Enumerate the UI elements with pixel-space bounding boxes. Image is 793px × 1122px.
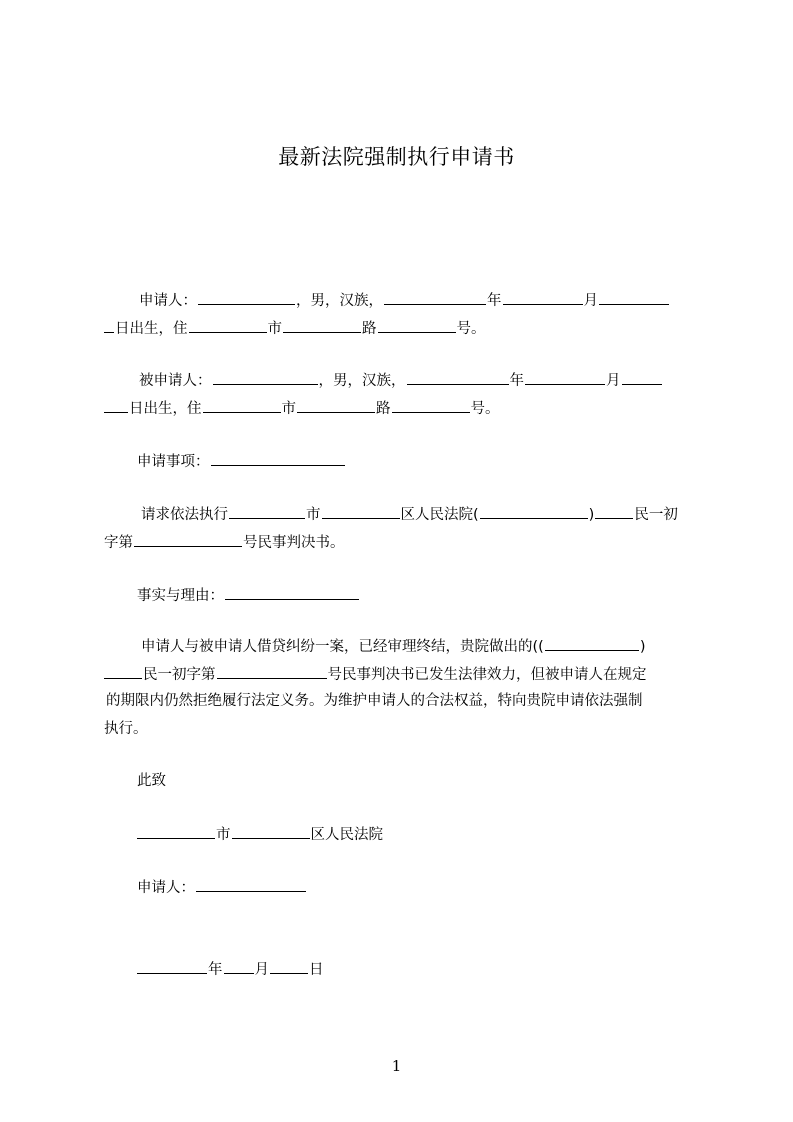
request-case-number-blank[interactable] — [134, 532, 242, 547]
request-city-blank[interactable] — [229, 504, 305, 519]
request-district-blank[interactable] — [322, 504, 400, 519]
matter-blank[interactable] — [211, 451, 345, 466]
closing-line — [137, 771, 166, 791]
respondent-year-label: 年 — [509, 373, 524, 389]
respondent-day-blank-cont[interactable] — [104, 398, 128, 413]
date-month-blank[interactable] — [224, 959, 254, 974]
respondent-line-2 — [104, 398, 500, 419]
applicant-day-blank-cont[interactable] — [104, 318, 114, 333]
facts-paren-close: ) — [639, 639, 646, 655]
applicant-name-blank[interactable] — [198, 290, 295, 305]
respondent-city-blank[interactable] — [203, 398, 281, 413]
respondent-road-blank[interactable] — [297, 398, 375, 413]
facts-text-3: 民一初字第 — [143, 667, 216, 683]
applicant-number-label: 号。 — [456, 321, 486, 337]
applicant-label: 申请人： — [139, 293, 197, 309]
applicant-city-blank[interactable] — [189, 318, 267, 333]
applicant-road-blank[interactable] — [283, 318, 361, 333]
court-city-blank[interactable] — [137, 824, 215, 839]
respondent-number-blank[interactable] — [392, 398, 470, 413]
court-district-blank[interactable] — [232, 824, 310, 839]
facts-case-number-blank[interactable] — [217, 664, 327, 679]
applicant-city-label: 市 — [267, 321, 282, 337]
request-text-1: 请求依法执行 — [141, 507, 228, 523]
closing-text: 此致 — [137, 773, 166, 789]
applicant-line-2 — [104, 318, 486, 339]
applicant-month-blank[interactable] — [503, 290, 583, 305]
signature-line — [137, 877, 307, 898]
court-name-label: 区人民法院 — [310, 827, 383, 843]
request-prefix-blank[interactable] — [595, 504, 633, 519]
respondent-road-label: 路 — [376, 401, 391, 417]
facts-text-6: 执行。 — [104, 721, 148, 737]
page-number: 1 — [391, 1057, 402, 1075]
matter-label: 申请事项： — [137, 454, 210, 470]
applicant-year-label: 年 — [487, 293, 502, 309]
applicant-day-blank[interactable] — [599, 290, 669, 305]
facts-text-1: 申请人与被申请人借贷纠纷一案，已经审理终结，贵院做出的(( — [141, 639, 544, 655]
applicant-gender-ethnicity: ，男，汉族， — [296, 293, 383, 309]
respondent-born-label: 日出生，住 — [129, 401, 202, 417]
applicant-number-blank[interactable] — [378, 318, 456, 333]
applicant-line-1 — [139, 290, 670, 311]
respondent-year-blank[interactable] — [407, 370, 509, 385]
date-year-blank[interactable] — [137, 959, 207, 974]
date-day-label: 日 — [309, 962, 324, 978]
request-city-label: 市 — [306, 507, 321, 523]
applicant-month-label: 月 — [583, 293, 598, 309]
signature-label: 申请人： — [137, 880, 195, 896]
respondent-month-label: 月 — [606, 373, 621, 389]
request-paren-close: ) — [588, 507, 595, 523]
respondent-day-blank[interactable] — [622, 370, 662, 385]
respondent-month-blank[interactable] — [525, 370, 605, 385]
respondent-label: 被申请人： — [139, 373, 212, 389]
date-line — [137, 959, 324, 980]
matter-line — [137, 451, 346, 472]
date-month-label: 月 — [254, 962, 269, 978]
respondent-line-1 — [139, 370, 663, 391]
court-line — [137, 824, 383, 845]
facts-line — [137, 585, 360, 606]
facts-body-line-4 — [104, 719, 148, 739]
facts-text-5: 的期限内仍然拒绝履行法定义务。为维护申请人的合法权益，特向贵院申请依法强制 — [106, 693, 643, 709]
court-city-label: 市 — [216, 827, 231, 843]
facts-label: 事实与理由： — [137, 588, 224, 604]
request-court-label: 区人民法院( — [400, 507, 479, 523]
facts-text-4: 号民事判决书已发生法律效力，但被申请人在规定 — [327, 667, 647, 683]
signature-blank[interactable] — [196, 877, 306, 892]
document-title: 最新法院强制执行申请书 — [278, 145, 515, 169]
request-year-blank[interactable] — [480, 504, 588, 519]
date-day-blank[interactable] — [270, 959, 308, 974]
date-year-label: 年 — [208, 962, 223, 978]
request-line-2 — [104, 532, 345, 553]
respondent-gender-ethnicity: ，男，汉族， — [318, 373, 406, 389]
request-line-1 — [141, 504, 678, 525]
applicant-road-label: 路 — [362, 321, 377, 337]
facts-blank[interactable] — [225, 585, 359, 600]
request-judgment-label: 号民事判决书。 — [243, 535, 345, 551]
facts-body-line-1 — [141, 636, 645, 657]
respondent-city-label: 市 — [281, 401, 296, 417]
request-text-6: 字第 — [104, 535, 133, 551]
facts-body-line-3 — [106, 691, 643, 711]
respondent-number-label: 号。 — [470, 401, 500, 417]
request-case-type: 民一初 — [634, 507, 678, 523]
facts-prefix-blank[interactable] — [104, 664, 142, 679]
applicant-year-blank[interactable] — [384, 290, 486, 305]
applicant-born-label: 日出生，住 — [115, 321, 188, 337]
facts-year-blank[interactable] — [545, 636, 639, 651]
facts-body-line-2 — [104, 664, 647, 685]
respondent-name-blank[interactable] — [213, 370, 318, 385]
